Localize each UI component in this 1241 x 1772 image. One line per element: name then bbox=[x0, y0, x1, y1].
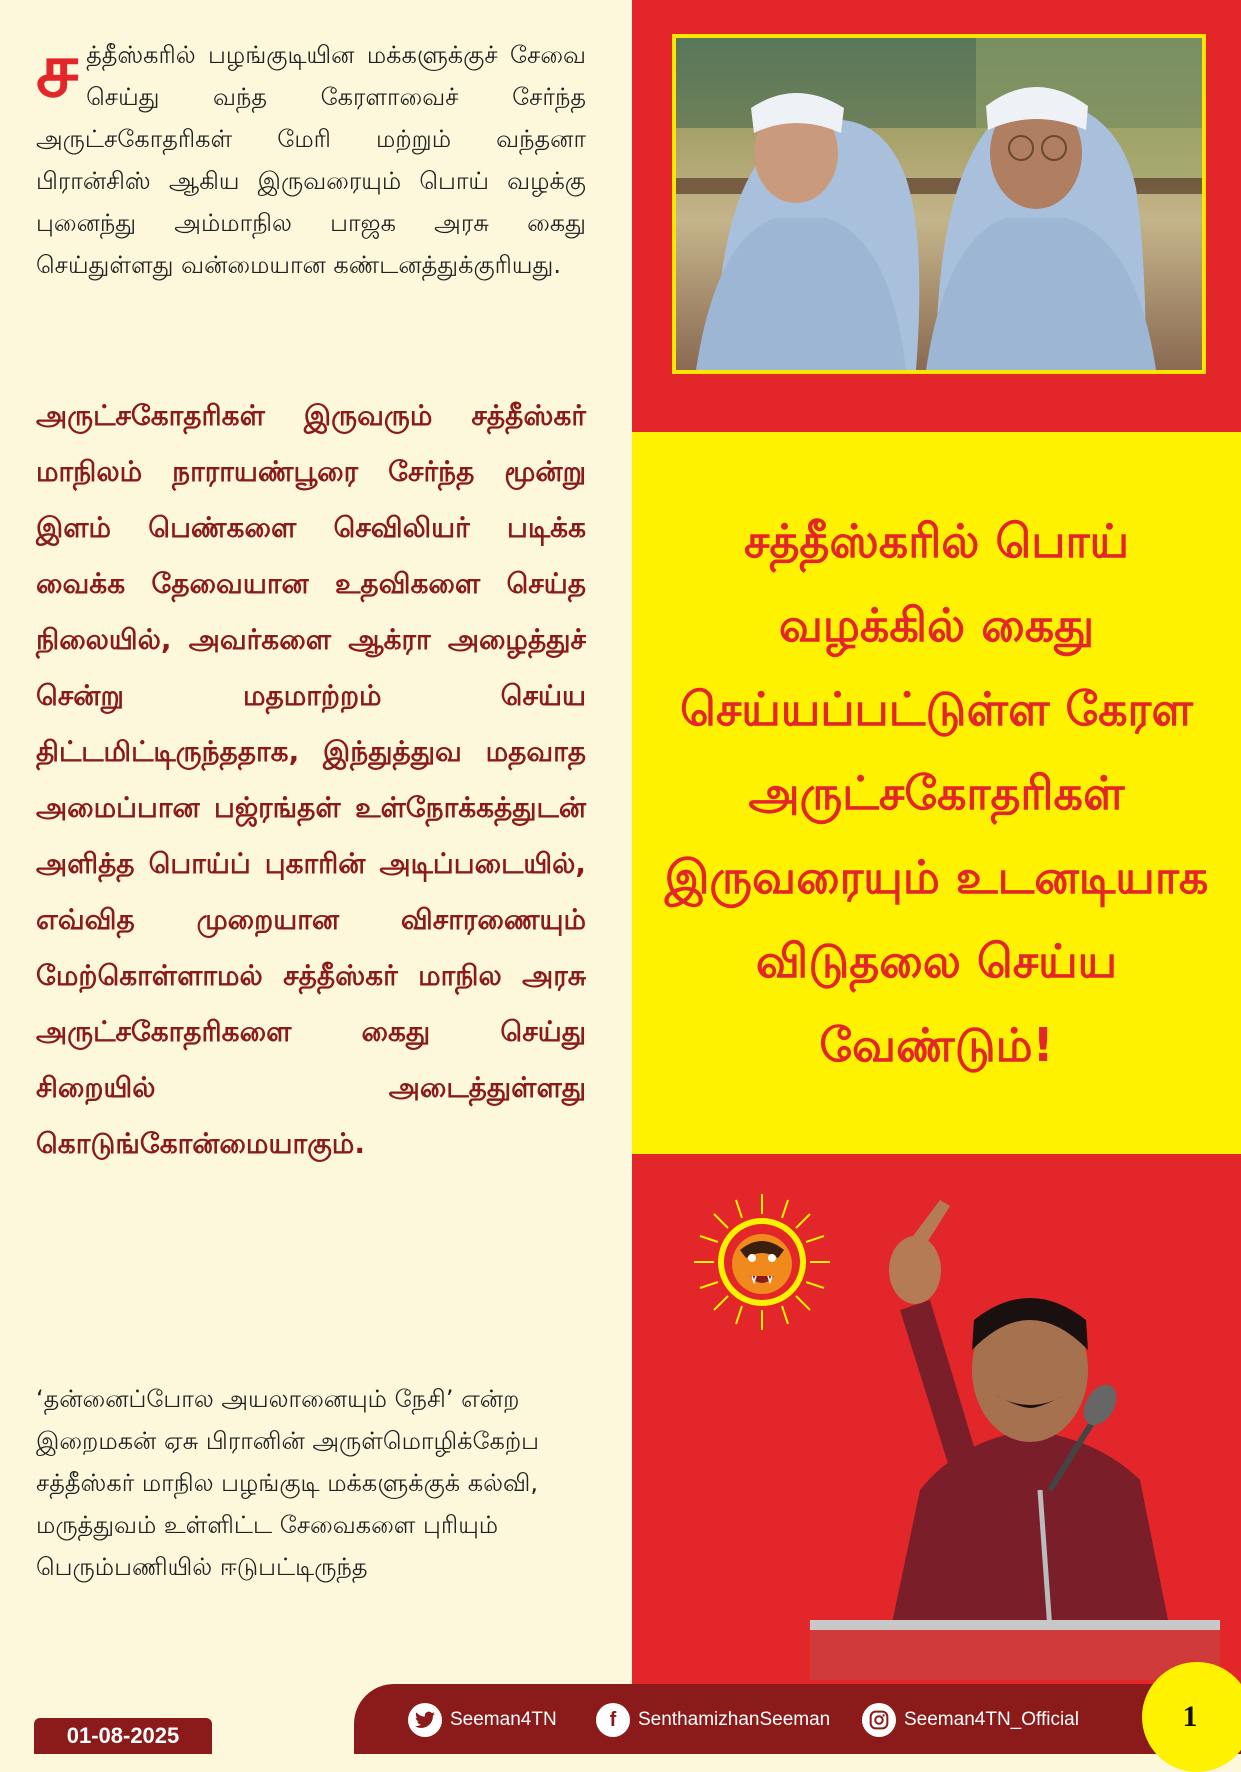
nuns-photo bbox=[672, 34, 1206, 374]
twitter-link[interactable] bbox=[408, 1700, 557, 1740]
facebook-handle: SenthamizhanSeeman bbox=[638, 1709, 831, 1730]
date-badge: 01-08-2025 bbox=[34, 1718, 212, 1754]
headline: சத்தீஸ்கரில் பொய் வழக்கில் கைது செய்யப்பட்டுள்ள கேரள அருட்சகோதரிகள் இருவரையும் உடனடியாக விடுதலை செய்ய வேண்டும்! bbox=[664, 514, 1209, 1072]
intro-paragraph bbox=[36, 25, 586, 286]
instagram-icon bbox=[862, 1703, 896, 1737]
drop-cap: ச bbox=[36, 25, 79, 114]
facebook-link[interactable] bbox=[596, 1700, 830, 1740]
twitter-handle: Seeman4TN bbox=[450, 1709, 557, 1730]
headline-box bbox=[632, 432, 1241, 1154]
page-number: 1 bbox=[1142, 1662, 1241, 1772]
twitter-icon bbox=[408, 1703, 442, 1737]
instagram-handle: Seeman4TN_Official bbox=[904, 1709, 1079, 1730]
speaker-photo bbox=[800, 1180, 1240, 1684]
facebook-icon: f bbox=[596, 1703, 630, 1737]
highlight-paragraph: அருட்சகோதரிகள் இருவரும் சத்தீஸ்கர் மாநிலம் நாராயண்பூரை சேர்ந்த மூன்று இளம் பெண்களை செவிலியர் படிக்க வைக்க தேவையான உதவிகளை செய்த நிலையில், அவர்களை ஆக்ரா அழைத்துச் சென்று மதமாற்றம் செய்ய திட்டமிட்டிருந்ததாக, இந்துத்துவ மதவாத அமைப்பான பஜ்ரங்தள் உள்நோக்கத்துடன் அளித்த பொய்ப் புகாரின் அடிப்படையில், எவ்வித முறையான விசாரணையும் மேற்கொள்ளாமல் சத்தீஸ்கர் மாநில அரசு அருட்சகோதரிகளை கைது செய்து சிறையில் அடைத்துள்ளது கொடுங்கோன்மையாகும். bbox=[36, 399, 586, 1160]
closing-paragraph: ‘தன்னைப்போல அயலானையும் நேசி’ என்ற இறைமகன் ஏசு பிரானின் அருள்மொழிக்கேற்ப சத்தீஸ்கர் மாநில பழங்குடி மக்களுக்குக் கல்வி, மருத்துவம் உள்ளிட்ட சேவைகளை புரியும் பெரும்பணியில் ஈடுபட்டிருந்த bbox=[36, 1385, 540, 1581]
intro-text: த்தீஸ்கரில் பழங்குடியின மக்களுக்குச் சேவை செய்து வந்த கேரளாவைச் சேர்ந்த அருட்சகோதரிகள் மேரி மற்றும் வந்தனா பிரான்சிஸ் ஆகிய இருவரையும் பொய் வழக்கு புனைந்து அம்மாநில பாஜக அரசு கைது செய்துள்ளது வன்மையான கண்டனத்துக்குரியது. bbox=[36, 41, 586, 279]
instagram-link[interactable] bbox=[862, 1700, 1079, 1740]
